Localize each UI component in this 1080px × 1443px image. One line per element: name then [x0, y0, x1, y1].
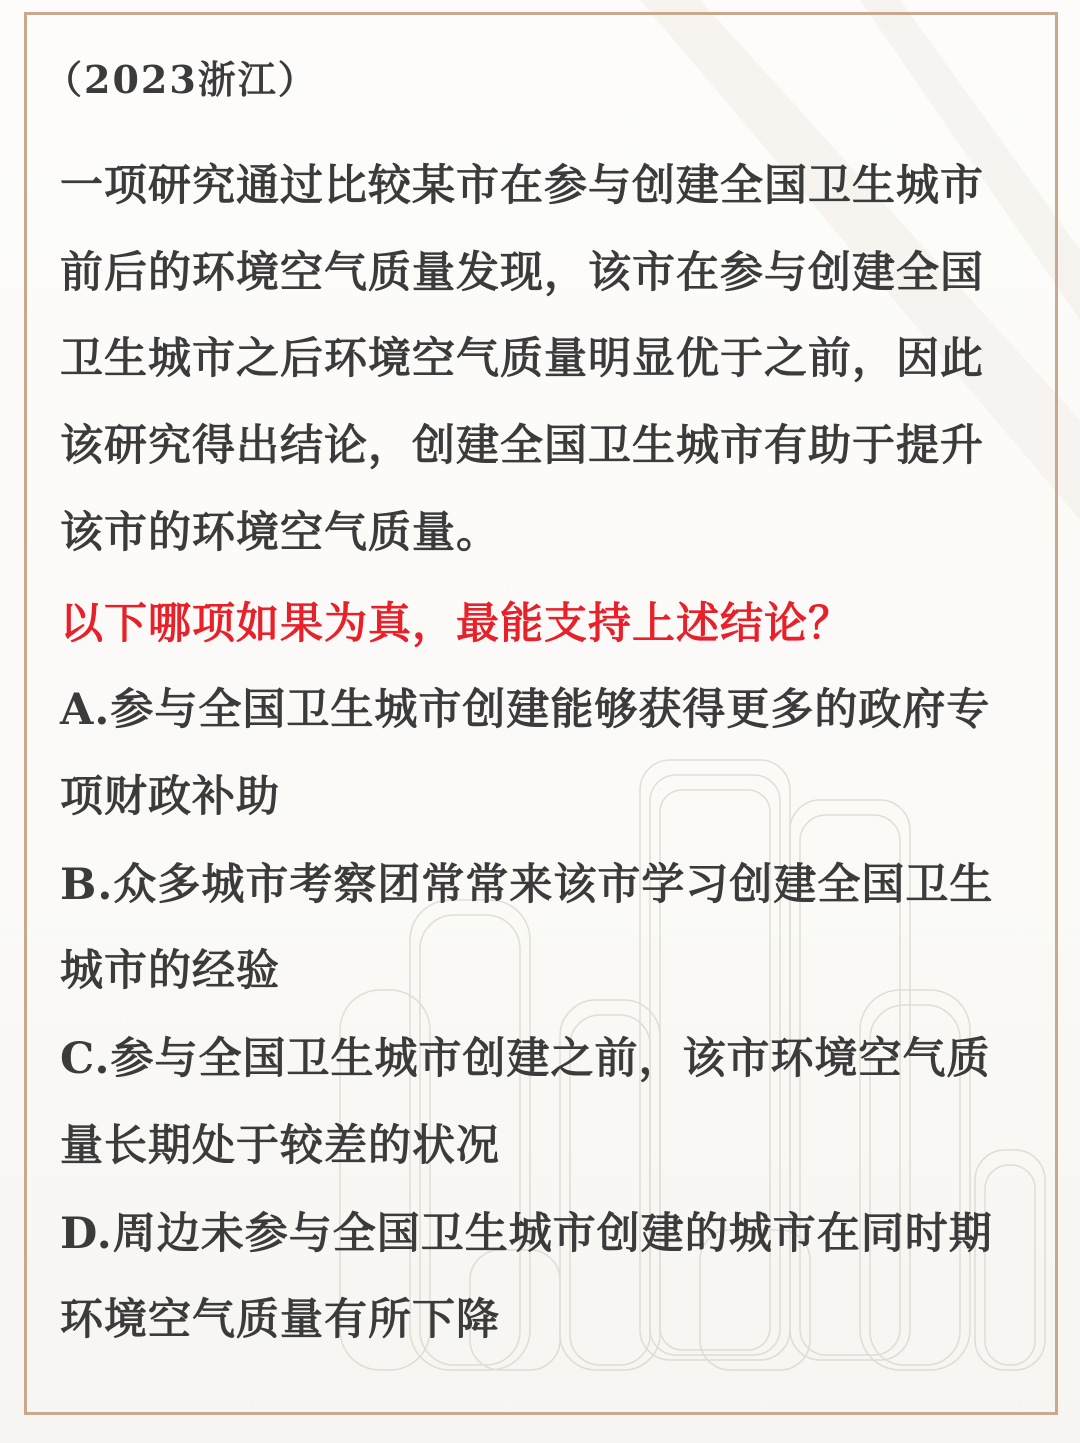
option-b-line: 城市的经验 — [60, 946, 280, 996]
option-b-line: B.众多城市考察团常常来该市学习创建全国卫生 — [60, 860, 994, 910]
exam-source: （2023浙江） — [44, 57, 318, 102]
option-d-line: 环境空气质量有所下降 — [60, 1295, 500, 1345]
stem-line: 前后的环境空气质量发现，该市在参与创建全国 — [60, 248, 984, 298]
option-a-line: 项财政补助 — [60, 772, 280, 822]
option-c-line: 量长期处于较差的状况 — [60, 1121, 500, 1171]
stem-line: 卫生城市之后环境空气质量明显优于之前，因此 — [60, 334, 984, 384]
option-c-line: C.参与全国卫生城市创建之前，该市环境空气质 — [60, 1034, 991, 1084]
option-a-line: A.参与全国卫生城市创建能够获得更多的政府专 — [60, 685, 991, 735]
question-prompt: 以下哪项如果为真，最能支持上述结论？ — [60, 599, 852, 649]
stem-line: 该研究得出结论，创建全国卫生城市有助于提升 — [60, 421, 984, 471]
stem-line: 一项研究通过比较某市在参与创建全国卫生城市 — [60, 161, 984, 211]
stem-line: 该市的环境空气质量。 — [60, 508, 500, 558]
option-d-line: D.周边未参与全国卫生城市创建的城市在同时期 — [60, 1209, 993, 1259]
